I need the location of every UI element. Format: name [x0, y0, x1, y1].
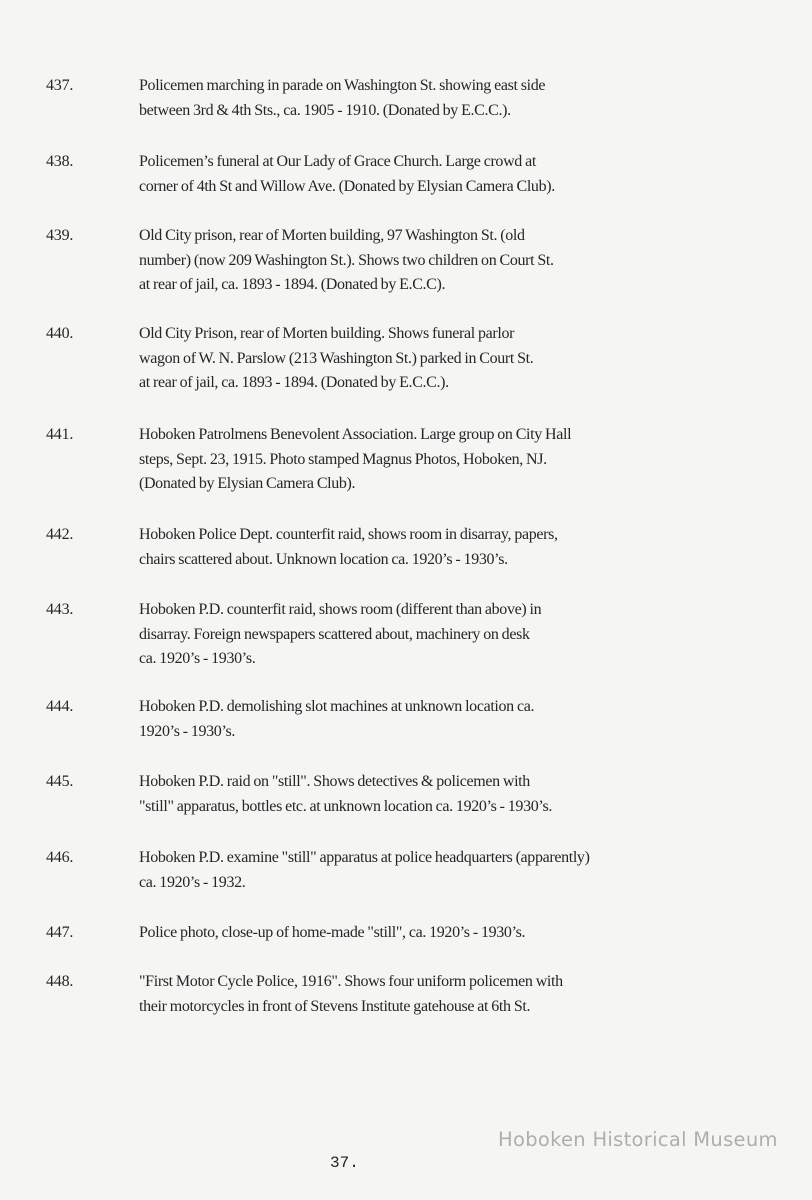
entry-description [139, 598, 679, 672]
entry-description [139, 846, 679, 895]
catalog-entry-439 [0, 224, 812, 322]
entry-line: ca. 1920’s - 1932. [139, 873, 246, 891]
entry-description [139, 695, 679, 744]
entry-line: chairs scattered about. Unknown location ca. 1920’s - 1930’s. [139, 550, 508, 568]
entry-number: 443. [46, 601, 74, 618]
entry-line: disarray. Foreign newspapers scattered about, machinery on desk [139, 625, 530, 643]
entry-line: at rear of jail, ca. 1893 - 1894. (Donated by E.C.C). [139, 276, 446, 293]
entry-line: ca. 1920’s - 1930’s. [139, 650, 256, 667]
catalog-entry-444 [0, 695, 812, 770]
catalog-entry-443 [0, 598, 812, 695]
entry-description [139, 523, 679, 572]
catalog-entry-448 [0, 970, 812, 1044]
page-number: 37. [330, 1154, 359, 1172]
entry-line: 1920’s - 1930’s. [139, 722, 236, 740]
entry-line: "still" apparatus, bottles etc. at unknown location ca. 1920’s - 1930’s. [139, 797, 553, 815]
entry-number: 437. [46, 77, 74, 94]
entry-number: 448. [46, 973, 74, 990]
entry-description [139, 150, 679, 199]
entry-line: "First Motor Cycle Police, 1916". Shows four uniform policemen with [139, 973, 563, 990]
entry-number: 441. [46, 426, 74, 443]
entry-description [139, 224, 679, 298]
entry-number: 442. [46, 526, 74, 543]
entry-line: wagon of W. N. Parslow (213 Washington St.) parked in Court St. [139, 349, 534, 367]
entry-description [139, 921, 679, 946]
entry-description [139, 423, 679, 497]
entry-number: 446. [46, 849, 74, 866]
entry-line: (Donated by Elysian Camera Club). [139, 475, 356, 492]
entry-line: Policemen marching in parade on Washington St. showing east side [139, 77, 546, 94]
catalog-entry-441 [0, 423, 812, 523]
entry-line: Old City prison, rear of Morten building, 97 Washington St. (old [139, 227, 525, 244]
entry-line: Hoboken P.D. examine "still" apparatus at police headquarters (apparently) [139, 849, 590, 866]
catalog-entry-438 [0, 150, 812, 224]
entry-line: between 3rd & 4th Sts., ca. 1905 - 1910. (Donated by E.C.C.). [139, 101, 511, 119]
entry-line: corner of 4th St and Willow Ave. (Donated by Elysian Camera Club). [139, 177, 555, 195]
entry-number: 439. [46, 227, 74, 244]
entry-line: Hoboken Police Dept. counterfit raid, shows room in disarray, papers, [139, 526, 558, 543]
catalog-entries [0, 74, 812, 1044]
entry-line: Hoboken P.D. raid on "still". Shows detectives & policemen with [139, 773, 530, 790]
entry-description [139, 322, 679, 396]
entry-line: Hoboken P.D. counterfit raid, shows room (different than above) in [139, 601, 542, 618]
entry-description [139, 74, 679, 123]
entry-line: at rear of jail, ca. 1893 - 1894. (Donated by E.C.C.). [139, 374, 449, 391]
entry-line: number) (now 209 Washington St.). Shows two children on Court St. [139, 251, 554, 269]
entry-number: 438. [46, 153, 74, 170]
catalog-entry-442 [0, 523, 812, 598]
entry-line: Policemen’s funeral at Our Lady of Grace Church. Large crowd at [139, 153, 536, 170]
entry-number: 447. [46, 924, 74, 941]
entry-number: 440. [46, 325, 74, 342]
catalog-entry-440 [0, 322, 812, 423]
entry-line: Police photo, close-up of home-made "still", ca. 1920’s - 1930’s. [139, 924, 526, 941]
catalog-entry-445 [0, 770, 812, 846]
entry-line: steps, Sept. 23, 1915. Photo stamped Magnus Photos, Hoboken, NJ. [139, 450, 547, 468]
entry-line: Hoboken P.D. demolishing slot machines at unknown location ca. [139, 698, 535, 715]
entry-number: 444. [46, 698, 74, 715]
catalog-entry-446 [0, 846, 812, 921]
entry-line: Hoboken Patrolmens Benevolent Association. Large group on City Hall [139, 426, 572, 443]
catalog-entry-447 [0, 921, 812, 970]
entry-line: their motorcycles in front of Stevens Institute gatehouse at 6th St. [139, 997, 531, 1015]
entry-description [139, 970, 679, 1019]
entry-description [139, 770, 679, 819]
museum-watermark: Hoboken Historical Museum [498, 1128, 778, 1151]
entry-line: Old City Prison, rear of Morten building. Shows funeral parlor [139, 325, 515, 342]
entry-number: 445. [46, 773, 74, 790]
catalog-entry-437 [0, 74, 812, 150]
